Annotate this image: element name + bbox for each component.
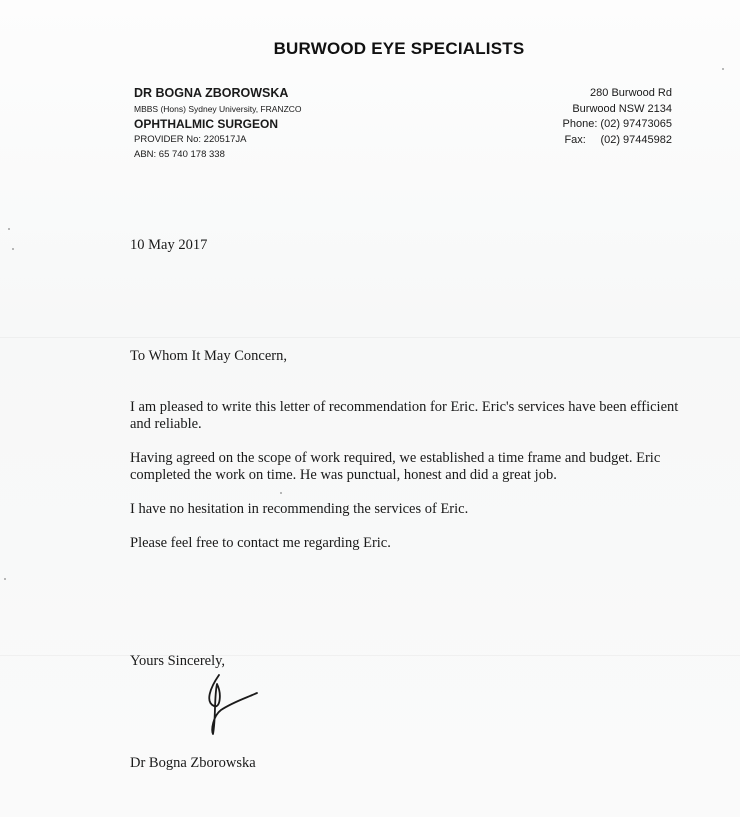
doctor-name: DR BOGNA ZBOROWSKA (134, 86, 289, 100)
paper-speck (12, 248, 14, 250)
signature-image (200, 672, 264, 738)
abn-number: ABN: 65 740 178 338 (134, 148, 225, 160)
fax-label: Fax: (564, 133, 586, 146)
signer-name: Dr Bogna Zborowska (130, 755, 256, 771)
address-street: 280 Burwood Rd (590, 87, 672, 99)
body-paragraph: Please feel free to contact me regarding Eric. (130, 535, 391, 551)
paper-speck (8, 228, 10, 230)
fax-number: (02) 97445982 (600, 133, 672, 146)
letter-date: 10 May 2017 (130, 237, 208, 253)
body-paragraph: I have no hesitation in recommending the services of Eric. (130, 501, 469, 517)
body-paragraph: I am pleased to write this letter of recommendation for Eric. Eric's services have been efficient and reliable. (130, 399, 679, 432)
paper-fold (0, 655, 740, 656)
doctor-role: OPHTHALMIC SURGEON (134, 117, 278, 131)
doctor-qualifications: MBBS (Hons) Sydney University, FRANZCO (134, 103, 302, 114)
salutation: To Whom It May Concern, (130, 348, 287, 364)
paper-fold (0, 337, 740, 338)
paper-speck (4, 578, 6, 580)
provider-number: PROVIDER No: 220517JA (134, 134, 247, 145)
paper-speck (280, 492, 282, 494)
address-suburb: Burwood NSW 2134 (572, 102, 672, 115)
paper-speck (722, 68, 724, 70)
address-fax (563, 133, 672, 149)
practice-address (563, 86, 672, 148)
body-paragraph: Having agreed on the scope of work required, we established a time frame and budget. Eric completed the work on time. He was punctual, honest and did a great job. (130, 450, 661, 483)
address-phone: Phone: (02) 97473065 (562, 118, 672, 130)
doctor-details (134, 87, 302, 164)
practice-name: BURWOOD EYE SPECIALISTS (273, 39, 525, 58)
closing: Yours Sincerely, (130, 653, 226, 669)
